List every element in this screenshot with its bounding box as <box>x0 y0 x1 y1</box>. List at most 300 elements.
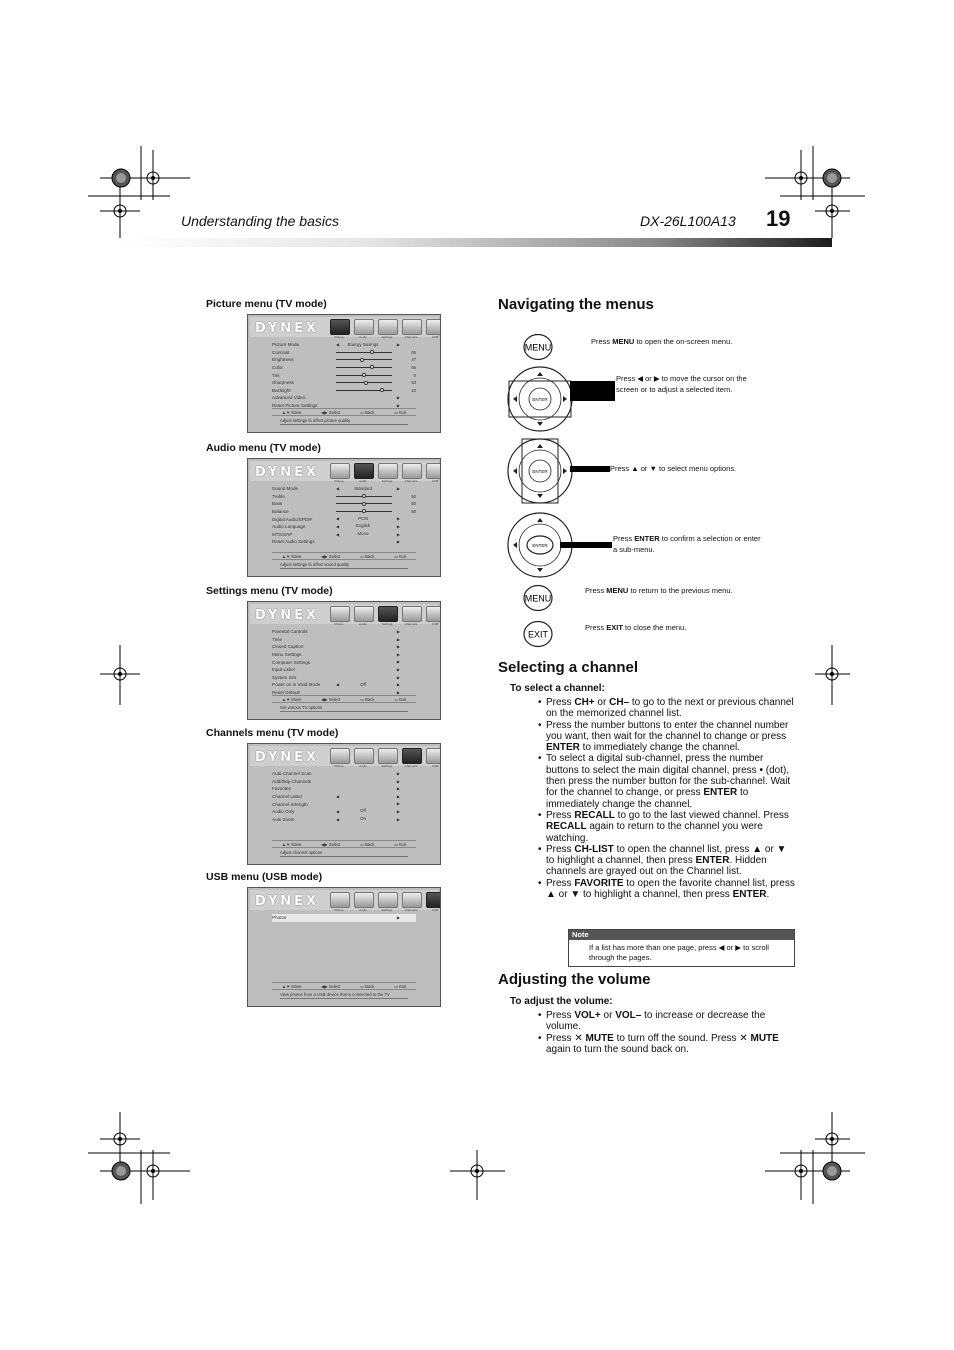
usb-menu-screenshot <box>247 887 441 1007</box>
select-channel-subheading: To select a channel: <box>510 683 605 694</box>
tv-menu-help: Adjust settings to affect picture quality <box>280 418 408 425</box>
tv-menu-row <box>272 379 416 387</box>
row-control <box>332 523 404 531</box>
tab-label: Picture <box>334 908 344 912</box>
slider-knob <box>360 358 364 362</box>
channels-tab-icon <box>402 606 422 622</box>
tv-menu-row <box>272 793 416 801</box>
row-control <box>332 674 404 682</box>
tv-menu-row <box>272 636 416 644</box>
back-key-icon: ▭ <box>360 409 366 415</box>
tv-menu-row <box>272 508 416 516</box>
picture-tab-icon <box>330 892 350 908</box>
right-arrow-icon: ▶ <box>396 771 400 776</box>
exit-hint <box>394 554 406 559</box>
dpad-left-right-icon <box>502 364 578 434</box>
right-arrow-icon: ▶ <box>396 786 400 792</box>
row-label: Picture Mode <box>272 342 300 348</box>
picture-tab-icon <box>330 319 350 335</box>
settings-tab-icon <box>378 463 398 479</box>
row-value: English <box>355 523 371 529</box>
tab-label: Settings <box>381 622 393 626</box>
right-arrow-icon: ▶ <box>396 523 400 529</box>
tv-menu-tabs <box>330 319 441 335</box>
right-arrow-icon: ▶ <box>396 651 400 657</box>
note-box <box>568 929 795 967</box>
left-arrow-icon: ◀ <box>336 531 340 537</box>
back-key-icon: ▭ <box>360 841 366 847</box>
tab-label: Audio <box>359 335 367 339</box>
row-label: Backlight <box>272 387 291 393</box>
tv-menu-row <box>272 394 416 402</box>
row-control <box>332 793 404 801</box>
channels-menu-screenshot <box>247 743 441 865</box>
right-arrow-icon: ▶ <box>396 689 400 695</box>
usb-tab-icon <box>426 748 441 764</box>
menu-button-icon-2 <box>522 584 554 612</box>
picture-menu-screenshot <box>247 314 441 433</box>
tv-menu-list <box>272 485 416 546</box>
right-arrow-icon: ▶ <box>396 629 400 634</box>
tab-label: Settings <box>381 479 393 483</box>
row-label: System Info <box>272 674 297 680</box>
row-label: Time <box>272 636 283 642</box>
right-arrow-icon: ▶ <box>396 915 400 920</box>
left-arrow-icon: ◀ <box>336 808 340 814</box>
row-label: Tint <box>272 372 280 378</box>
select-channel-steps <box>538 697 796 900</box>
tv-menu-row <box>272 770 416 778</box>
exit-key-icon: ▭ <box>394 696 400 702</box>
tab-label: Picture <box>334 335 344 339</box>
row-number: 65 <box>411 365 416 371</box>
row-control <box>332 643 404 651</box>
tv-menu-row <box>272 371 416 379</box>
audio-tab-icon <box>354 319 374 335</box>
menu-button-icon <box>522 333 554 361</box>
usb-menu-caption: USB menu (USB mode) <box>206 871 323 883</box>
row-value: Standard <box>354 485 372 491</box>
usb-tab-icon <box>426 319 441 335</box>
usb-tab-icon <box>426 606 441 622</box>
list-item: • Press CH+ or CH– to go to the next or previous channel on the memorized channel list. <box>538 697 796 720</box>
move-hint-label: Move <box>291 841 302 847</box>
row-label: Bass <box>272 501 283 507</box>
slider-knob <box>362 373 366 377</box>
tv-menu-row <box>272 356 416 364</box>
header-rule <box>120 238 832 247</box>
back-hint <box>360 842 374 847</box>
move-hint <box>282 984 302 989</box>
row-label: Brightness <box>272 357 294 363</box>
row-control <box>332 500 404 508</box>
row-number: 50 <box>411 501 416 507</box>
exit-hint-label: Exit <box>399 553 407 559</box>
row-label: Audio Only <box>272 809 295 815</box>
nav-text-up-down: Press ▲ or ▼ to select menu options. <box>610 464 737 473</box>
row-label: Digital Audio/SPDIF <box>272 516 313 522</box>
audio-menu-screenshot <box>247 458 441 577</box>
right-arrow-icon: ▶ <box>396 516 400 522</box>
row-label: MTS/SAP <box>272 531 293 537</box>
select-hint <box>321 697 340 702</box>
row-number: 50 <box>411 493 416 499</box>
channels-tab-icon <box>402 319 422 335</box>
move-hint <box>282 554 302 559</box>
row-label: Advanced Video <box>272 395 306 401</box>
tv-menu-list <box>272 341 416 409</box>
running-header-model: DX-26L100A13 <box>640 213 736 229</box>
usb-tab-icon <box>426 892 441 908</box>
row-number: 20 <box>411 387 416 393</box>
channels-tab-icon <box>402 748 422 764</box>
back-key-icon: ▭ <box>360 696 366 702</box>
row-control <box>332 651 404 659</box>
adjust-volume-steps <box>538 1010 796 1055</box>
left-arrow-icon: ◀ <box>336 793 340 799</box>
move-hint-label: Move <box>291 553 302 559</box>
row-control <box>332 628 404 636</box>
row-label: Channel Strength <box>272 801 308 807</box>
row-control <box>332 531 404 539</box>
right-arrow-icon: ▶ <box>396 539 400 545</box>
tv-menu-footer <box>272 408 416 416</box>
back-hint-label: Back <box>365 983 375 989</box>
tab-label: Channels <box>404 479 418 483</box>
slider-track <box>336 367 392 368</box>
row-value: Off <box>360 681 366 687</box>
list-item: • To select a digital sub-channel, press the number buttons to select the main digital channel, press • (dot), then press the number button for the sub-channel. Wait for the channel to change, or press ENTER to immediately change the channel. <box>538 753 796 809</box>
exit-key-icon: ▭ <box>394 553 400 559</box>
list-item: • Press RECALL to go to the last viewed channel. Press RECALL again to return to the channel you were watching. <box>538 810 796 844</box>
exit-hint <box>394 697 406 702</box>
tab-label: Picture <box>334 764 344 768</box>
row-label: Reset Picture Settings <box>272 403 318 409</box>
tv-menu-row <box>272 643 416 651</box>
list-item: • Press FAVORITE to open the favorite channel list, press ▲ or ▼ to highlight a channel, then press ENTER. <box>538 878 796 901</box>
row-control <box>332 666 404 674</box>
select-hint-label: Select <box>328 841 341 847</box>
right-arrow-icon: ▶ <box>396 816 400 822</box>
move-key-icon: ▲▼ <box>281 696 292 702</box>
back-hint <box>360 554 374 559</box>
dynex-logo: DYNEX <box>255 321 320 336</box>
slider-knob <box>380 388 384 392</box>
row-number: 65 <box>411 349 416 355</box>
picture-tab-icon <box>330 606 350 622</box>
leader-line <box>570 381 615 401</box>
row-label: Add/Skip Channels <box>272 778 312 784</box>
tv-menu-help: Adjust channel options <box>280 850 408 857</box>
select-hint <box>321 842 340 847</box>
mute-icon: ✕ <box>739 1032 748 1044</box>
select-hint-label: Select <box>328 409 341 415</box>
move-key-icon: ▲▼ <box>281 553 292 559</box>
menu-button-label: MENU <box>524 342 552 353</box>
right-arrow-icon: ▶ <box>396 486 400 491</box>
row-number: 0 <box>413 372 416 378</box>
channels-menu-caption: Channels menu (TV mode) <box>206 727 339 739</box>
settings-menu-caption: Settings menu (TV mode) <box>206 585 333 597</box>
move-key-icon: ▲▼ <box>281 983 292 989</box>
row-control <box>332 778 404 786</box>
row-value: Energy Savings <box>347 341 379 347</box>
tv-menu-footer <box>272 982 416 990</box>
tab-label: Channels <box>404 622 418 626</box>
exit-button-icon <box>522 620 554 648</box>
exit-hint-label: Exit <box>399 983 407 989</box>
right-arrow-icon: ▶ <box>396 402 400 408</box>
tv-menu-header <box>250 317 438 337</box>
tab-label: Settings <box>381 908 393 912</box>
back-hint-label: Back <box>365 409 375 415</box>
tv-menu-row <box>272 681 416 689</box>
selecting-channel-heading: Selecting a channel <box>498 659 639 676</box>
tv-menu-row <box>272 628 416 636</box>
tv-menu-footer <box>272 695 416 703</box>
select-key-icon: ◀▶ <box>321 983 329 989</box>
tab-label: Channels <box>404 764 418 768</box>
select-hint <box>321 554 340 559</box>
move-key-icon: ▲▼ <box>281 841 292 847</box>
row-label: Channel Label <box>272 794 302 800</box>
tv-menu-list <box>272 914 416 922</box>
row-control <box>332 356 404 364</box>
tv-menu-tab-labels <box>328 335 441 339</box>
svg-text:ENTER: ENTER <box>532 469 548 474</box>
select-hint-label: Select <box>328 696 341 702</box>
back-hint-label: Back <box>365 696 375 702</box>
row-control <box>332 808 404 816</box>
tv-menu-row <box>272 493 416 501</box>
row-value: On <box>360 816 366 822</box>
tv-menu-row <box>272 658 416 666</box>
slider-knob <box>362 494 366 498</box>
row-label: Color <box>272 365 283 371</box>
select-key-icon: ◀▶ <box>321 696 329 702</box>
exit-key-icon: ▭ <box>394 983 400 989</box>
right-arrow-icon: ▶ <box>396 808 400 814</box>
right-arrow-icon: ▶ <box>396 659 400 665</box>
tv-menu-row <box>272 800 416 808</box>
list-item: • Press ✕ MUTE to turn off the sound. Press ✕ MUTE again to turn the sound back on. <box>538 1033 796 1056</box>
tv-menu-row <box>272 515 416 523</box>
tab-label: Settings <box>381 764 393 768</box>
nav-text-exit: Press EXIT to close the menu. <box>585 623 687 632</box>
row-number: 53 <box>411 380 416 386</box>
tv-menu-row <box>272 364 416 372</box>
move-hint-label: Move <box>291 983 302 989</box>
right-arrow-icon: ▶ <box>396 666 400 672</box>
slider-knob <box>364 381 368 385</box>
right-arrow-icon: ▶ <box>396 801 400 807</box>
tv-menu-tabs <box>330 463 441 479</box>
settings-tab-icon <box>378 748 398 764</box>
tab-label: USB <box>431 908 439 912</box>
tab-label: Audio <box>359 479 367 483</box>
back-hint <box>360 410 374 415</box>
settings-menu-screenshot <box>247 601 441 720</box>
right-arrow-icon: ▶ <box>396 674 400 680</box>
tv-menu-header <box>250 746 438 766</box>
slider-knob <box>370 350 374 354</box>
select-key-icon: ◀▶ <box>321 409 329 415</box>
tv-menu-row <box>272 914 416 922</box>
row-control <box>332 515 404 523</box>
move-hint-label: Move <box>291 409 302 415</box>
channels-tab-icon <box>402 892 422 908</box>
tv-menu-tab-labels <box>328 479 441 483</box>
tv-menu-row <box>272 387 416 395</box>
list-item: • Press CH-LIST to open the channel list, press ▲ or ▼ to highlight a channel, then press ENTER. Hidden channels are grayed out on the Channel list. <box>538 844 796 878</box>
row-control <box>332 681 404 689</box>
row-label: Closed Caption <box>272 644 304 650</box>
tv-menu-header <box>250 604 438 624</box>
tab-label: Channels <box>404 335 418 339</box>
tv-menu-row <box>272 674 416 682</box>
row-control <box>332 914 404 922</box>
tab-label: Audio <box>359 622 367 626</box>
svg-text:EXIT: EXIT <box>527 629 549 640</box>
row-label: Contrast <box>272 349 290 355</box>
tv-menu-footer <box>272 552 416 560</box>
left-arrow-icon: ◀ <box>336 516 340 522</box>
note-text: If a list has more than one page, press ◀ or ▶ to scroll through the pages. <box>589 943 769 962</box>
select-hint-label: Select <box>328 553 341 559</box>
row-number: 50 <box>411 509 416 515</box>
row-label: Auto Zoom <box>272 816 295 822</box>
picture-menu-caption: Picture menu (TV mode) <box>206 298 327 310</box>
row-label: Parental Controls <box>272 629 308 635</box>
row-control <box>332 371 404 379</box>
right-arrow-icon: ▶ <box>396 793 400 799</box>
tv-menu-tab-labels <box>328 622 441 626</box>
exit-key-icon: ▭ <box>394 409 400 415</box>
tv-menu-tabs <box>330 606 441 622</box>
row-control <box>332 770 404 778</box>
dynex-logo: DYNEX <box>255 750 320 765</box>
left-arrow-icon: ◀ <box>336 682 340 688</box>
list-item: • Press the number buttons to enter the channel number you want, then wait for the channel to change or press ENTER to immediately change the channel. <box>538 720 796 754</box>
row-control <box>332 387 404 395</box>
slider-knob <box>370 365 374 369</box>
exit-hint <box>394 984 406 989</box>
exit-hint <box>394 410 406 415</box>
dynex-logo: DYNEX <box>255 894 320 909</box>
row-control <box>332 349 404 357</box>
row-label: Balance <box>272 509 289 515</box>
leader-line <box>570 466 610 472</box>
svg-text:ENTER: ENTER <box>532 397 548 402</box>
row-control <box>332 658 404 666</box>
back-hint-label: Back <box>365 841 375 847</box>
back-hint <box>360 697 374 702</box>
right-arrow-icon: ▶ <box>396 682 400 688</box>
exit-key-icon: ▭ <box>394 841 400 847</box>
row-control <box>332 538 404 546</box>
right-arrow-icon: ▶ <box>396 342 400 347</box>
tv-menu-row <box>272 785 416 793</box>
row-number: 47 <box>411 357 416 363</box>
select-hint <box>321 984 340 989</box>
row-control <box>332 508 404 516</box>
tv-menu-header <box>250 890 438 910</box>
row-control <box>332 816 404 824</box>
audio-menu-caption: Audio menu (TV mode) <box>206 442 321 454</box>
row-label: Sound Mode <box>272 486 299 492</box>
tv-menu-row <box>272 666 416 674</box>
select-hint-label: Select <box>328 983 341 989</box>
tv-menu-list <box>272 770 416 823</box>
tv-menu-row <box>272 523 416 531</box>
tv-menu-header <box>250 461 438 481</box>
dpad-up-down-icon <box>502 436 578 506</box>
tv-menu-help: Set various TV options <box>280 705 408 712</box>
move-hint <box>282 410 302 415</box>
row-label: Menu Settings <box>272 652 302 658</box>
row-control <box>332 379 404 387</box>
tab-label: Picture <box>334 622 344 626</box>
exit-hint-label: Exit <box>399 841 407 847</box>
move-hint <box>282 697 302 702</box>
row-label: Photos <box>272 915 287 921</box>
exit-hint-label: Exit <box>399 409 407 415</box>
picture-tab-icon <box>330 463 350 479</box>
tv-menu-row <box>272 808 416 816</box>
page-number: 19 <box>766 206 791 231</box>
tv-menu-tab-labels <box>328 764 441 768</box>
svg-text:ENTER: ENTER <box>532 543 548 548</box>
row-label: Input Label <box>272 667 295 673</box>
navigating-menus-heading: Navigating the menus <box>498 296 654 313</box>
right-arrow-icon: ▶ <box>396 778 400 784</box>
settings-tab-icon <box>378 892 398 908</box>
tv-menu-row <box>272 651 416 659</box>
row-control <box>332 800 404 808</box>
back-hint-label: Back <box>365 553 375 559</box>
tab-label: Audio <box>359 908 367 912</box>
row-control <box>332 636 404 644</box>
tv-menu-list <box>272 628 416 696</box>
audio-tab-icon <box>354 606 374 622</box>
row-label: Power on in Vivid Mode <box>272 682 321 688</box>
tab-label: Channels <box>404 908 418 912</box>
tv-menu-row <box>272 500 416 508</box>
tv-menu-tabs <box>330 892 441 908</box>
row-label: Reset Default <box>272 690 300 696</box>
row-label: Computer Settings <box>272 659 311 665</box>
select-hint <box>321 410 340 415</box>
list-item: • Press VOL+ or VOL– to increase or decrease the volume. <box>538 1010 796 1033</box>
slider-knob <box>362 509 366 513</box>
left-arrow-icon: ◀ <box>336 486 340 491</box>
note-label: Note <box>569 930 794 940</box>
audio-tab-icon <box>354 748 374 764</box>
settings-tab-icon <box>378 319 398 335</box>
row-value: Off <box>360 808 366 814</box>
row-label: Audio Language <box>272 524 306 530</box>
svg-text:MENU: MENU <box>524 593 552 604</box>
back-hint <box>360 984 374 989</box>
settings-tab-icon <box>378 606 398 622</box>
tv-menu-row <box>272 778 416 786</box>
exit-hint <box>394 842 406 847</box>
move-key-icon: ▲▼ <box>281 409 292 415</box>
back-key-icon: ▭ <box>360 553 366 559</box>
tv-menu-tabs <box>330 748 441 764</box>
left-arrow-icon: ◀ <box>336 816 340 822</box>
tab-label: USB <box>431 622 439 626</box>
